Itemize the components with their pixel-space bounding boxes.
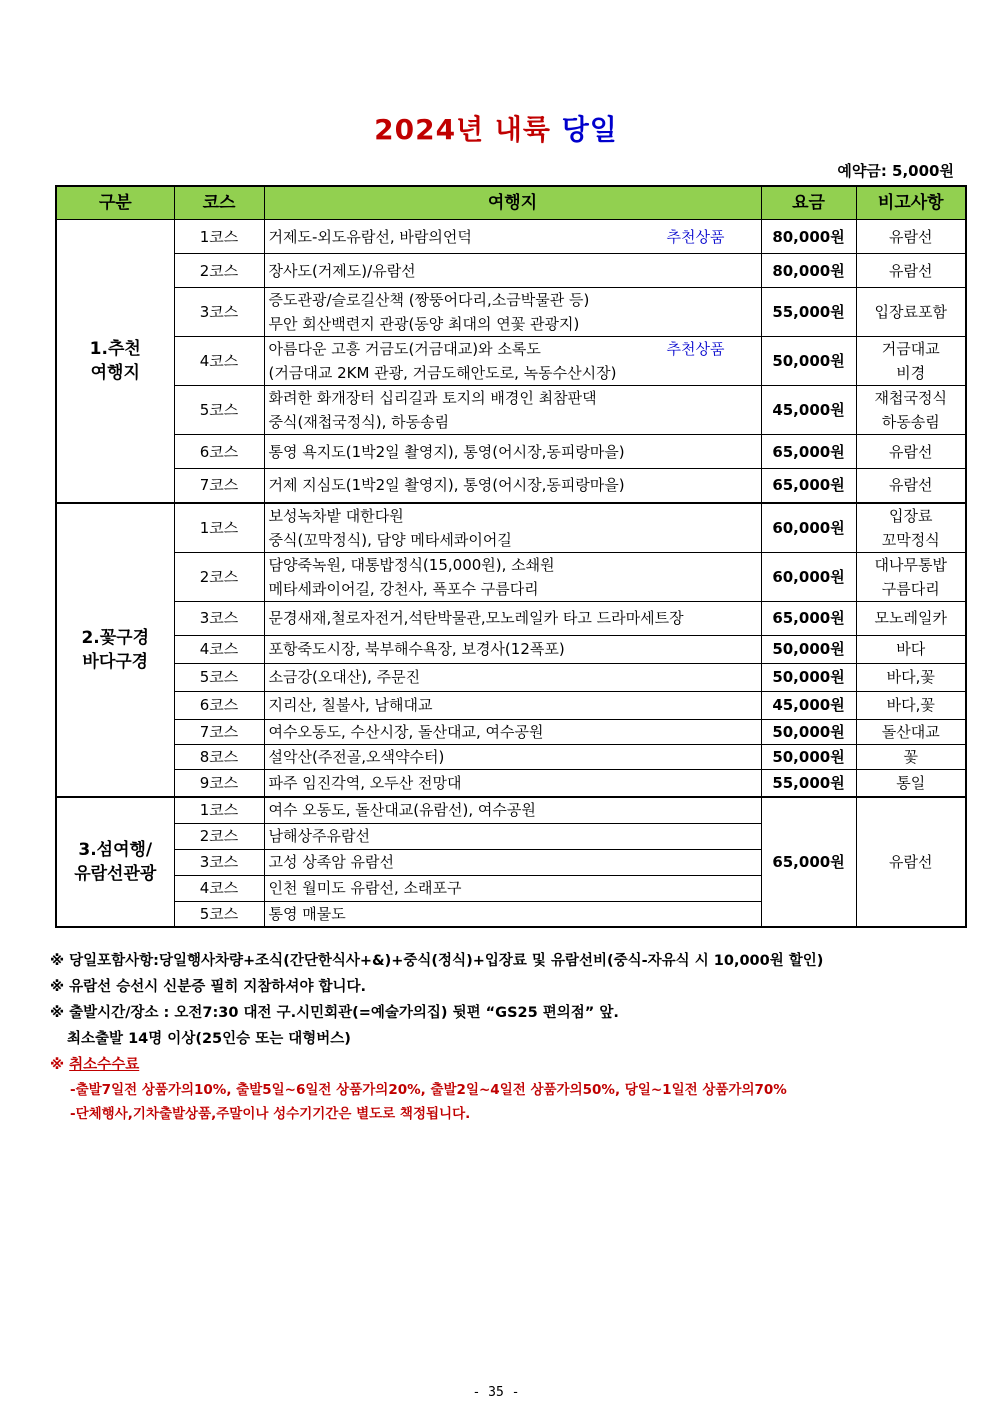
table-row [56,769,966,797]
course-code: 3코스 [174,849,264,875]
table-group [56,797,966,927]
price-cell: 65,000원 [761,797,856,927]
course-code: 1코스 [174,220,264,254]
price-cell: 55,000원 [761,288,856,337]
destination-line: 화려한 화개장터 십리길과 토지의 배경인 최참판댁 [268,389,597,407]
price-cell: 50,000원 [761,719,856,744]
remark-line: 꼬막정식 [881,530,940,549]
remark-line: 입장료포함 [874,303,947,321]
destination-cell [264,901,761,927]
price-cell: 50,000원 [761,744,856,769]
price-cell: 65,000원 [761,469,856,503]
remark-line: 바다 [896,640,926,658]
remark-cell [856,691,966,719]
cancel-title: 취소수수료 [69,1057,140,1073]
price-cell: 80,000원 [761,254,856,288]
price-cell: 60,000원 [761,503,856,553]
destination-cell [264,601,761,635]
group-label-line: 2.꽃구경 [81,627,150,648]
remark-cell [856,769,966,797]
remark-line: 모노레일카 [874,609,947,627]
page-number: - 35 - [472,1385,520,1400]
price-cell: 50,000원 [761,337,856,386]
table-row [56,635,966,663]
destination-cell [264,220,761,254]
destination-cell [264,552,761,601]
destination-line: 통영 욕지도(1박2일 촬영지), 통영(어시장,동피랑마을) [268,442,625,461]
table-row [56,663,966,691]
remark-line: 하동송림 [881,413,940,431]
remark-line: 구름다리 [881,579,940,598]
course-code: 4코스 [174,875,264,901]
table-row [56,469,966,503]
group-label-line: 3.섬여행/ [78,839,153,860]
cancel-mark: ※ [50,1057,65,1073]
destination-line: (거금대교 2KM 관광, 거금도해안도로, 녹동수산시장) [268,364,617,382]
remark-line: 바다,꽃 [886,696,935,714]
note-cancel-fee: -출발7일전 상품가의10%, 출발5일~6일전 상품가의20%, 출발2일~4일전 상품가의50%, 당일~1일전 상품가의70% [70,1082,787,1098]
price-cell: 45,000원 [761,386,856,435]
remark-cell [856,386,966,435]
remark-cell: 유람선 [856,797,966,927]
remark-line: 유람선 [889,227,933,246]
destination-line: 메타세콰이어길, 강천사, 폭포수 구름다리 [268,579,539,598]
recommended-badge: 추천상품 [666,227,725,246]
price-cell: 60,000원 [761,552,856,601]
table-row [56,435,966,469]
recommended-badge: 추천상품 [666,340,725,358]
destination-line: 지리산, 칠불사, 남해대교 [268,696,433,714]
destination-cell [264,823,761,849]
course-code: 7코스 [174,469,264,503]
remark-line: 거금대교 [881,340,940,358]
deposit-label: 예약금: 5,000원 [837,162,954,180]
destination-cell [264,469,761,503]
destination-cell [264,797,761,823]
destination-line: 남해상주유람선 [268,827,370,845]
remark-cell [856,435,966,469]
destination-cell [264,663,761,691]
header-price: 요금 [761,186,856,220]
page-title [0,108,992,148]
price-cell: 80,000원 [761,220,856,254]
remark-cell [856,744,966,769]
note-cancel-group: -단체행사,기차출발상품,주말이나 성수기기간은 별도로 책정됩니다. [70,1106,471,1122]
group-label [56,797,174,927]
destination-line: 증도관광/슬로길산책 (짱뚱어다리,소금박물관 등) [268,291,590,309]
note-id-card: ※ 유람선 승선시 신분증 필히 지참하셔야 합니다. [50,979,367,995]
price-cell: 50,000원 [761,635,856,663]
remark-line: 바다,꽃 [886,668,935,686]
title-part2: 당일 [561,113,618,146]
table-row [56,288,966,337]
remark-cell [856,288,966,337]
destination-cell [264,691,761,719]
destination-line: 무안 회산백련지 관광(동양 최대의 연꽃 관광지) [268,315,580,333]
remark-line: 유람선 [889,476,933,495]
table-row [56,337,966,386]
group-label-line: 1.추천 [89,338,141,359]
table-row [56,386,966,435]
destination-cell [264,769,761,797]
price-cell: 55,000원 [761,769,856,797]
destination-cell [264,435,761,469]
title-part1: 내륙 [494,113,551,146]
course-code: 2코스 [174,823,264,849]
destination-line-wrap [269,225,757,249]
course-code: 4코스 [174,337,264,386]
course-code: 9코스 [174,769,264,797]
header-remarks: 비고사항 [856,186,966,220]
course-code: 1코스 [174,797,264,823]
course-code: 6코스 [174,435,264,469]
table-row [56,503,966,553]
course-code: 7코스 [174,719,264,744]
remark-cell [856,635,966,663]
destination-cell [264,849,761,875]
destination-line: 아름다운 고흥 거금도(거금대교)와 소록도 [268,340,541,358]
table-row [56,254,966,288]
remark-line: 비경 [896,364,926,382]
header-category: 구분 [56,186,174,220]
cancel-heading [50,1052,950,1078]
destination-line: 여수오동도, 수산시장, 돌산대교, 여수공원 [268,722,544,741]
note-departure: ※ 출발시간/장소 : 오전7:30 대전 구.시민회관(=예술가의집) 뒷편 “GS25 편의점” 앞. [50,1005,619,1021]
destination-line: 통영 매물도 [268,904,346,923]
table-row [56,220,966,254]
remark-cell [856,469,966,503]
note-minimum: 최소출발 14명 이상(25인승 또는 대형버스) [67,1031,351,1047]
destination-cell [264,288,761,337]
destination-cell [264,635,761,663]
remark-line: 대나무통밥 [874,555,947,574]
remark-line: 꽃 [903,747,918,766]
remark-cell [856,254,966,288]
course-code: 2코스 [174,552,264,601]
remark-cell [856,337,966,386]
group-label-line: 유람선관광 [74,863,157,884]
group-label [56,220,174,503]
remark-line: 유람선 [889,261,933,280]
destination-cell [264,503,761,553]
price-cell: 50,000원 [761,663,856,691]
remark-line: 입장료 [889,506,933,525]
table-group [56,503,966,798]
destination-cell [264,337,761,386]
course-code: 2코스 [174,254,264,288]
destination-line: 장사도(거제도)/유람선 [268,261,416,280]
remark-cell [856,552,966,601]
group-label-line: 바다구경 [82,651,149,672]
price-cell: 65,000원 [761,601,856,635]
course-code: 3코스 [174,601,264,635]
remark-cell [856,601,966,635]
remark-line: 통일 [896,773,926,792]
price-cell: 45,000원 [761,691,856,719]
notes-section [50,948,950,1126]
group-label [56,503,174,798]
destination-line: 담양죽녹원, 대통밥정식(15,000원), 소쇄원 [268,555,555,574]
table-row [56,797,966,823]
destination-line: 거제 지심도(1박2일 촬영지), 통영(어시장,동피랑마을) [268,476,625,495]
course-code: 8코스 [174,744,264,769]
table-header-row [56,186,966,220]
table-row [56,691,966,719]
table-row [56,552,966,601]
table-row [56,719,966,744]
remark-line: 유람선 [889,442,933,461]
note-included: ※ 당일포함사항:당일행사차량+조식(간단한식사+&)+중식(정식)+입장료 및 유람선비(중식-자유식 시 10,000원 할인) [50,953,824,969]
destination-cell [264,744,761,769]
remark-cell [856,220,966,254]
destination-line: 중식(꼬막정식), 담양 메타세콰이어길 [268,530,512,549]
course-code: 1코스 [174,503,264,553]
destination-cell [264,254,761,288]
course-code: 5코스 [174,901,264,927]
destination-line: 소금강(오대산), 주문진 [268,668,421,686]
destination-line: 포항죽도시장, 북부해수욕장, 보경사(12폭포) [268,640,565,658]
destination-line-wrap [269,337,757,361]
destination-line: 중식(재첩국정식), 하동송림 [268,413,450,431]
title-year: 2024년 [374,113,485,146]
price-cell: 65,000원 [761,435,856,469]
destination-cell [264,875,761,901]
destination-cell [264,386,761,435]
destination-line: 인천 월미도 유람선, 소래포구 [268,879,462,897]
course-code: 5코스 [174,663,264,691]
table-group [56,220,966,503]
course-code: 4코스 [174,635,264,663]
destination-cell [264,719,761,744]
header-destination: 여행지 [264,186,761,220]
destination-line: 거제도-외도유람선, 바람의언덕 [268,227,472,246]
course-table [55,185,967,928]
remark-line: 재첩국정식 [874,389,947,407]
destination-line: 여수 오동도, 돌산대교(유람선), 여수공원 [268,801,536,820]
destination-line: 문경새재,철로자전거,석탄박물관,모노레일카 타고 드라마세트장 [268,609,684,627]
destination-line: 파주 임진각역, 오두산 전망대 [268,773,462,792]
remark-cell [856,503,966,553]
group-label-line: 여행지 [90,362,140,383]
destination-line: 보성녹차밭 대한다원 [268,506,404,525]
remark-line: 돌산대교 [881,722,940,741]
course-code: 6코스 [174,691,264,719]
table-row [56,744,966,769]
destination-line: 설악산(주전골,오색약수터) [268,747,445,766]
destination-line: 고성 상족암 유람선 [268,853,394,871]
course-code: 5코스 [174,386,264,435]
header-course: 코스 [174,186,264,220]
course-code: 3코스 [174,288,264,337]
remark-cell [856,719,966,744]
table-row [56,601,966,635]
remark-cell [856,663,966,691]
